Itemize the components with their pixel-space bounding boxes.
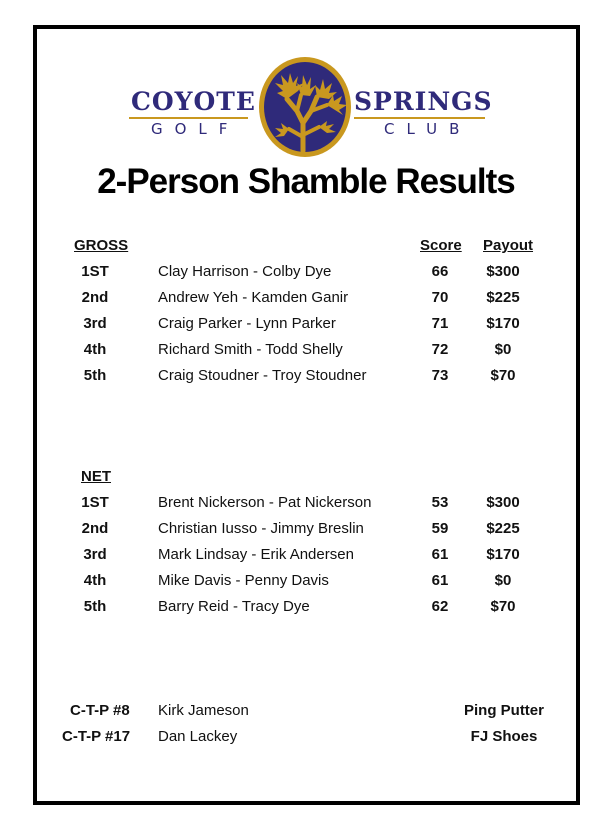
net-header: NET bbox=[81, 468, 111, 485]
logo-word-right: SPRINGS bbox=[354, 87, 493, 116]
ctp-name: Dan Lackey bbox=[158, 728, 238, 745]
ctp-prize: FJ Shoes bbox=[470, 728, 538, 745]
score: 53 bbox=[431, 494, 449, 511]
score: 59 bbox=[431, 520, 449, 537]
logo-rule-left bbox=[129, 117, 248, 119]
score: 62 bbox=[431, 598, 449, 615]
ctp-prize: Ping Putter bbox=[463, 702, 544, 719]
payout: $225 bbox=[486, 289, 520, 306]
team: Richard Smith - Todd Shelly bbox=[158, 341, 343, 358]
payout: $170 bbox=[486, 315, 520, 332]
score: 72 bbox=[431, 341, 449, 358]
payout: $0 bbox=[494, 341, 512, 358]
place: 5th bbox=[83, 367, 107, 384]
score: 73 bbox=[431, 367, 449, 384]
payout: $170 bbox=[486, 546, 520, 563]
place: 4th bbox=[83, 341, 107, 358]
team: Clay Harrison - Colby Dye bbox=[158, 263, 332, 280]
logo-word-left: COYOTE bbox=[131, 87, 256, 116]
ctp-name: Kirk Jameson bbox=[158, 702, 249, 719]
team: Christian Iusso - Jimmy Breslin bbox=[158, 520, 364, 537]
score: 61 bbox=[431, 546, 449, 563]
logo-sub-right: CLUB bbox=[384, 120, 472, 138]
ctp-label: C-T-P #17 bbox=[62, 728, 131, 745]
place: 4th bbox=[83, 572, 107, 589]
place: 2nd bbox=[81, 520, 109, 537]
logo-rule-right bbox=[354, 117, 485, 119]
joshua-tree-emblem-icon bbox=[257, 55, 353, 159]
team: Mike Davis - Penny Davis bbox=[158, 572, 329, 589]
place: 2nd bbox=[81, 289, 109, 306]
team: Brent Nickerson - Pat Nickerson bbox=[158, 494, 372, 511]
team: Craig Parker - Lynn Parker bbox=[158, 315, 336, 332]
score: 66 bbox=[431, 263, 449, 280]
team: Andrew Yeh - Kamden Ganir bbox=[158, 289, 349, 306]
score: 61 bbox=[431, 572, 449, 589]
payout: $70 bbox=[490, 367, 516, 384]
place: 5th bbox=[83, 598, 107, 615]
page-title: 2-Person Shamble Results bbox=[97, 162, 515, 201]
payout-header: Payout bbox=[483, 237, 534, 254]
score: 70 bbox=[431, 289, 449, 306]
ctp-label: C-T-P #8 bbox=[70, 702, 130, 719]
payout: $300 bbox=[486, 263, 520, 280]
logo-sub-left: GOLF bbox=[151, 120, 240, 138]
team: Barry Reid - Tracy Dye bbox=[158, 598, 310, 615]
score: 71 bbox=[431, 315, 449, 332]
team: Craig Stoudner - Troy Stoudner bbox=[158, 367, 367, 384]
place: 1ST bbox=[81, 263, 109, 280]
payout: $0 bbox=[494, 572, 512, 589]
team: Mark Lindsay - Erik Andersen bbox=[158, 546, 354, 563]
place: 3rd bbox=[83, 546, 107, 563]
payout: $225 bbox=[486, 520, 520, 537]
place: 3rd bbox=[83, 315, 107, 332]
payout: $300 bbox=[486, 494, 520, 511]
score-header: Score bbox=[420, 237, 462, 254]
place: 1ST bbox=[81, 494, 109, 511]
gross-header: GROSS bbox=[74, 237, 129, 254]
club-logo bbox=[129, 55, 493, 159]
payout: $70 bbox=[490, 598, 516, 615]
